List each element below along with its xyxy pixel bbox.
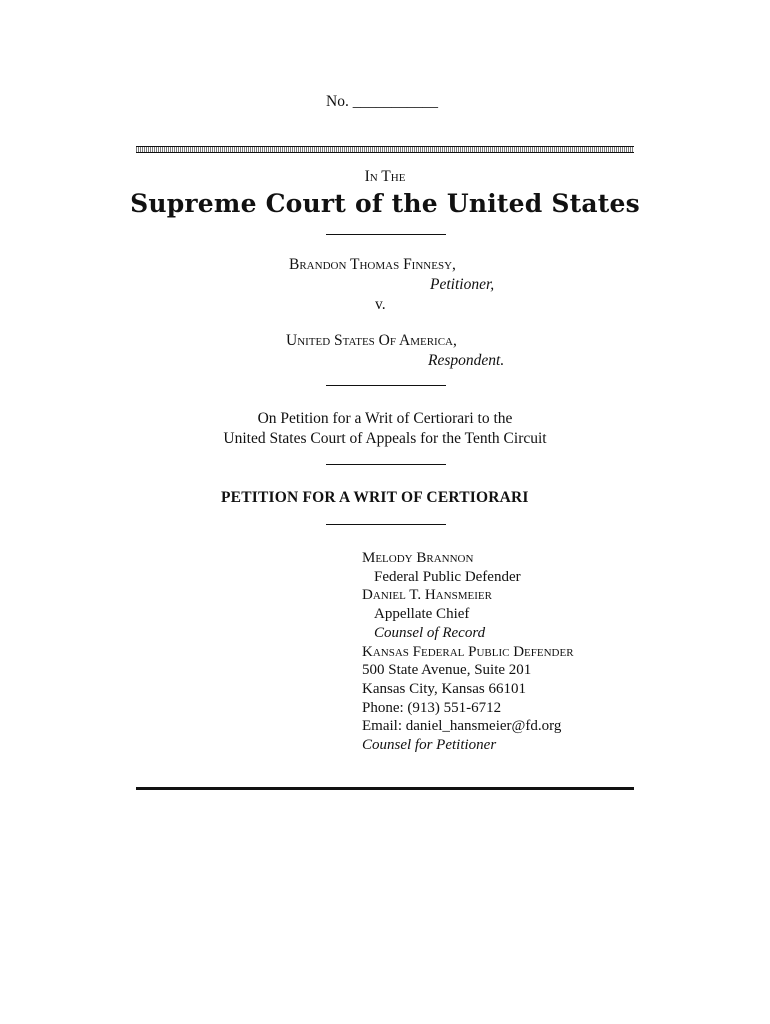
divider-2 (326, 385, 446, 386)
docket-label: No. (326, 93, 349, 110)
counsel-block (362, 549, 574, 755)
versus: v. (375, 296, 386, 313)
divider-3 (326, 464, 446, 465)
divider-1 (326, 234, 446, 235)
docket-number (326, 93, 438, 111)
bottom-rule (136, 787, 634, 790)
docket-blank: ___________ (352, 93, 438, 110)
counsel-office: Kansas Federal Public Defender (362, 643, 574, 660)
counsel-address-1: 500 State Avenue, Suite 201 (362, 662, 532, 679)
top-double-rule (136, 146, 634, 153)
petitioner-role: Petitioner, (430, 276, 495, 293)
petition-line-2: United States Court of Appeals for the Tenth Circuit (223, 430, 547, 447)
counsel-name-1: Melody Brannon (362, 550, 474, 566)
counsel-for: Counsel for Petitioner (362, 737, 497, 754)
petitioner-name: Brandon Thomas Finnesy, (289, 256, 456, 273)
counsel-title-1: Federal Public Defender (374, 568, 521, 585)
counsel-title-2: Appellate Chief (374, 606, 470, 623)
respondent-role: Respondent. (428, 352, 505, 369)
counsel-name-2: Daniel T. Hansmeier (362, 587, 492, 604)
in-the-label: In The (364, 168, 406, 185)
counsel-phone: Phone: (913) 551-6712 (362, 699, 502, 716)
court-name: Supreme Court of the United States (130, 189, 640, 218)
petition-line-1: On Petition for a Writ of Certiorari to the (257, 410, 513, 427)
counsel-role-2: Counsel of Record (374, 624, 486, 641)
divider-4 (326, 524, 446, 525)
respondent-name: United States Of America, (286, 332, 457, 349)
document-title: PETITION FOR A WRIT OF CERTIORARI (221, 489, 529, 506)
counsel-email: Email: daniel_hansmeier@fd.org (362, 718, 562, 735)
counsel-address-2: Kansas City, Kansas 66101 (362, 680, 527, 697)
